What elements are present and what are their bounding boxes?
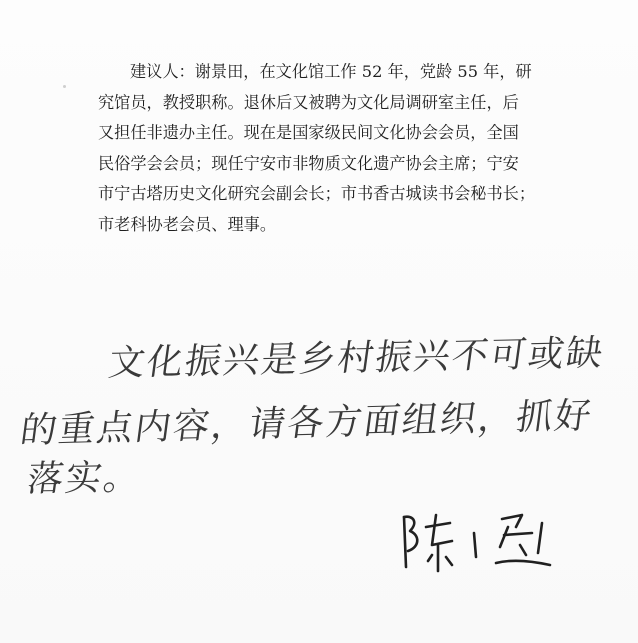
- handwritten-line: 落实。: [24, 457, 145, 500]
- handwritten-line: 文化振兴是乡村振兴不可或缺: [106, 332, 608, 385]
- signature: [392, 505, 572, 580]
- typed-line: 民俗学会会员；现任宁安市非物质文化遗产协会主席；宁安: [98, 153, 519, 173]
- typed-line: 市老科协老会员、理事。: [98, 214, 277, 234]
- signature-drawing: [392, 505, 572, 580]
- scan-speck: [63, 85, 66, 88]
- typed-line: 究馆员，教授职称。退休后又被聘为文化局调研室主任，后: [98, 92, 519, 112]
- typed-paragraph: [98, 57, 598, 240]
- typed-line: 市宁古塔历史文化研究会副会长；市书香古城读书会秘书长；: [98, 184, 536, 203]
- typed-line: 又担任非遗办主任。现在是国家级民间文化协会会员，全国: [98, 123, 519, 142]
- typed-line: 建议人：谢景田，在文化馆工作 52 年，党龄 55 年，研: [130, 62, 532, 81]
- handwritten-line: 的重点内容，请各方面组织，抓好: [17, 395, 596, 452]
